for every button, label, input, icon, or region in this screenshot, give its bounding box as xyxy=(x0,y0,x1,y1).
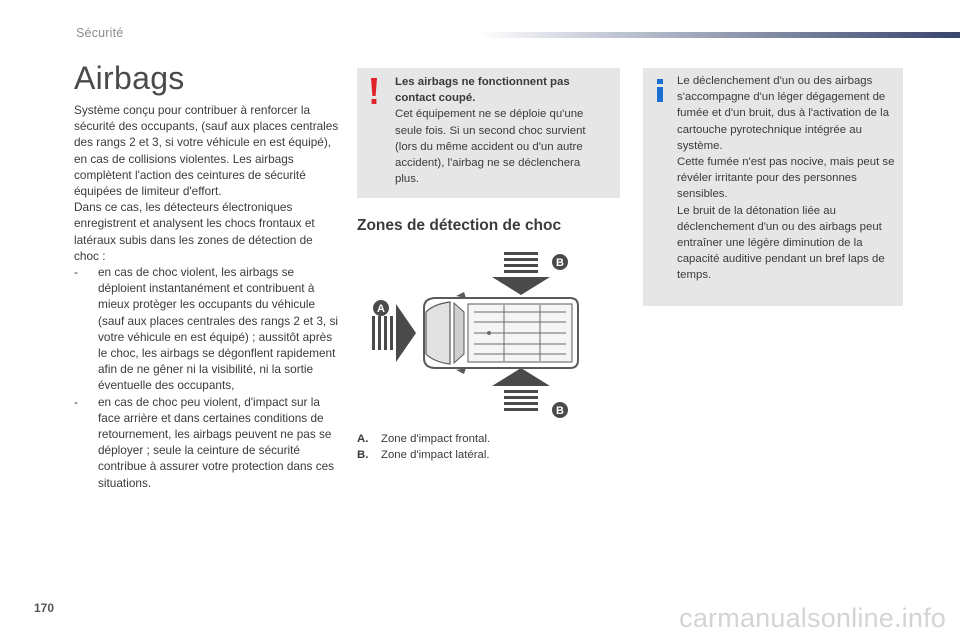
info-box xyxy=(643,68,903,306)
info-icon xyxy=(655,76,665,104)
section-label: Sécurité xyxy=(76,26,124,40)
label-b: B xyxy=(556,257,564,269)
header-bar xyxy=(478,32,960,38)
info-paragraph: Le déclenchement d'un ou des airbags s'accompagne d'un léger dégagement de fumée et d'un bruit, dus à l'activation de la cartouche pyrotechnique intégrée au système. xyxy=(677,75,890,152)
impact-zones-diagram xyxy=(364,248,584,424)
list-item xyxy=(74,394,340,491)
label-b-badge-top xyxy=(552,254,568,270)
legend-text: Zone d'impact latéral. xyxy=(381,449,490,461)
info-text xyxy=(677,73,899,284)
warning-title: Les airbags ne fonctionnent pas contact coupé. xyxy=(395,76,570,105)
info-paragraph: Le bruit de la détonation liée au déclenchement d'un ou des airbags peut entraîner une légère diminution de la capacité auditive pendant un bref laps de temps. xyxy=(677,204,885,282)
list-item-text: en cas de choc peu violent, d'impact sur la face arrière et dans certaines conditions de retournement, les airbags peuvent ne pas se déployer ; seule la ceinture de sécurité contribue à assurer votre protection dans ces situations. xyxy=(98,394,335,490)
intro-paragraph: Système conçu pour contribuer à renforcer la sécurité des occupants, (sauf aux places centrales des rangs 2 et 3, si votre véhicule en est équipé), en cas de collisions violentes. Les airbags complètent l'action des ceintures de sécurité équipées de limiteur d'effort. xyxy=(74,103,339,199)
legend-letter: A. xyxy=(357,433,369,445)
label-b-badge-bottom xyxy=(552,402,568,418)
exclamation-icon xyxy=(369,76,379,106)
bullet-dash: - xyxy=(74,394,78,409)
warning-text xyxy=(395,74,607,187)
page-number: 170 xyxy=(34,601,55,615)
label-a-badge xyxy=(373,300,389,316)
info-paragraph: Cette fumée n'est pas nocive, mais peut se révéler irritante pour des personnes sensibles. xyxy=(677,156,895,201)
watermark: carmanualsonline.info xyxy=(679,603,946,633)
legend-item xyxy=(357,447,490,463)
section-heading: Zones de détection de choc xyxy=(357,217,562,234)
side-impact-arrow-top xyxy=(492,252,550,295)
legend-text: Zone d'impact frontal. xyxy=(381,433,491,445)
list-item xyxy=(74,264,340,394)
label-a: A xyxy=(377,303,385,315)
intro-column xyxy=(74,102,340,491)
list-item-text: en cas de choc violent, les airbags se déploient instantanément et contribuent à mieux protèger les occupants du véhicule (sauf aux places centrales des rangs 2 et 3, si votre véhicule en est équipé) ; aussitôt après le choc, les airbags se dégonflent rapidement afin de ne gêner ni la visibilité, ni la sortie éventuelle des occupants, xyxy=(98,265,338,393)
label-b: B xyxy=(556,405,564,417)
intro-paragraph-2: Dans ce cas, les détecteurs électroniques enregistrent et analysent les chocs frontaux et latéraux subis dans les zones de détection de choc : xyxy=(74,200,315,263)
page-title: Airbags xyxy=(74,60,185,96)
van-top-view xyxy=(424,292,578,374)
bullet-dash: - xyxy=(74,265,78,280)
diagram-legend xyxy=(357,431,490,463)
warning-box xyxy=(357,68,620,198)
legend-item xyxy=(357,431,490,447)
side-impact-arrow-bottom xyxy=(492,368,550,411)
legend-letter: B. xyxy=(357,449,369,461)
warning-body: Cet équipement ne se déploie qu'une seule fois. Si un second choc survient (lors du même accident ou d'un autre accident), l'airbag ne se déclenchera plus. xyxy=(395,108,586,186)
